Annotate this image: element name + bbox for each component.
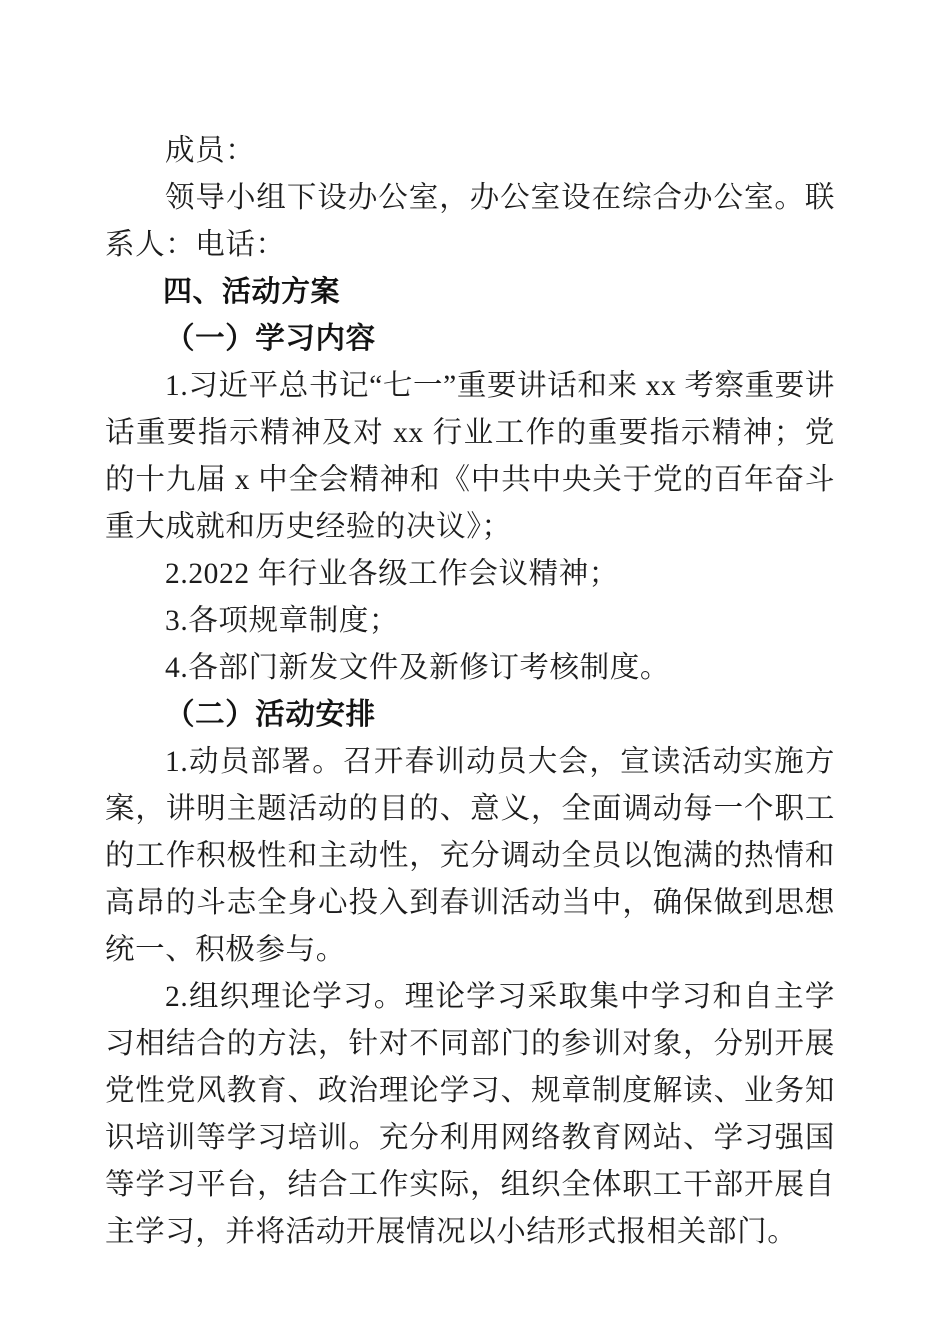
paragraph-arrangement-item-1: 1.动员部署。召开春训动员大会，宣读活动实施方案，讲明主题活动的目的、意义，全面调动每一个职工的工作积极性和主动性，充分调动全员以饱满的热情和高昂的斗志全身心投入到春训活动当中，确保做到思想统一、积极参与。: [105, 746, 835, 966]
heading-subsection-one-study-content: （一）学习内容: [165, 323, 376, 355]
paragraph-members: 成员：: [165, 135, 256, 167]
paragraph-study-item-3: 3.各项规章制度；: [165, 605, 400, 637]
paragraph-arrangement-item-2: 2.组织理论学习。理论学习采取集中学习和自主学习相结合的方法，针对不同部门的参训对象，分别开展党性党风教育、政治理论学习、规章制度解读、业务知识培训等学习培训。充分利用网络教育网站、学习强国等学习平台，结合工作实际，组织全体职工干部开展自主学习，并将活动开展情况以小结形式报相关部门。: [105, 981, 835, 1248]
paragraph-study-item-2: 2.2022 年行业各级工作会议精神；: [165, 558, 619, 590]
document-body: [105, 128, 835, 1256]
paragraph-study-item-1: 1.习近平总书记“七一”重要讲话和来 xx 考察重要讲话重要指示精神及对 xx 行业工作的重要指示精神；党的十九届 x 中全会精神和《中共中央关于党的百年奋斗重大成就和历史经验的决议》；: [105, 370, 835, 543]
paragraph-study-item-4: 4.各部门新发文件及新修订考核制度。: [165, 652, 670, 684]
paragraph-leading-group-office: 领导小组下设办公室，办公室设在综合办公室。联系人：电话：: [105, 182, 835, 261]
heading-subsection-two-activity-arrangement: （二）活动安排: [165, 699, 376, 731]
heading-section-four: 四、活动方案: [163, 276, 341, 308]
